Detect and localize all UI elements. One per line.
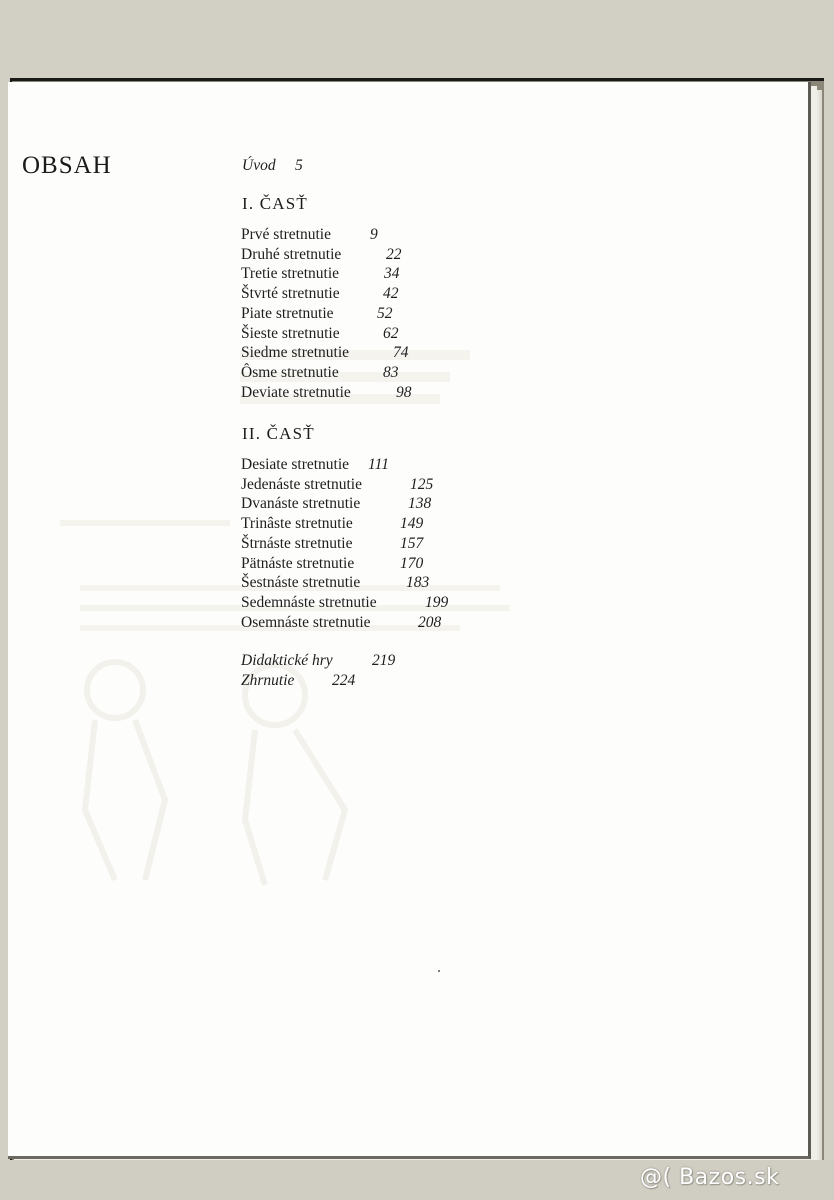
toc-entry — [241, 613, 442, 632]
toc-entry-page: 98 — [396, 383, 412, 401]
toc-entry-page: 208 — [418, 613, 442, 631]
toc-entry-page: 170 — [400, 554, 424, 572]
toc-entry-label: Didaktické hry — [241, 652, 333, 669]
toc-entry — [241, 225, 378, 244]
toc-entry-page: 199 — [425, 593, 449, 611]
toc-entry-label: Tretie stretnutie — [241, 265, 340, 283]
toc-entry — [241, 455, 389, 474]
toc-entry-label: Štrnáste stretnutie — [241, 534, 353, 552]
toc-entry-label: Trinâste stretnutie — [241, 515, 353, 533]
toc-entry-label: Úvod — [242, 157, 276, 174]
toc-entry-label: Siedme stretnutie — [241, 344, 350, 362]
toc-entry-page: 157 — [400, 534, 424, 552]
toc-entry — [241, 383, 412, 402]
part-2-title: II. ČASŤ — [242, 424, 315, 443]
toc-entry-page: 42 — [383, 285, 399, 303]
toc-entry-label: Šieste stretnutie — [241, 324, 340, 342]
toc-entry — [241, 573, 430, 592]
toc-entry — [241, 671, 356, 690]
part-1-title: I. ČASŤ — [242, 194, 309, 213]
watermark: @( Bazos.sk — [640, 1165, 780, 1190]
toc-entry-page: 74 — [393, 344, 409, 362]
book-page — [8, 82, 811, 1159]
toc-entry — [241, 514, 424, 533]
toc-entry-page: 149 — [400, 515, 424, 533]
toc-entry — [241, 284, 399, 303]
toc-entry-label: Jedenáste stretnutie — [241, 475, 362, 493]
toc-entry-label: Sedemnáste stretnutie — [241, 593, 377, 611]
toc-entry-page: 138 — [408, 495, 432, 513]
toc-entry-page: 22 — [386, 245, 402, 263]
toc-entry — [241, 475, 434, 494]
toc-entry-page: 52 — [377, 304, 393, 322]
toc-entry-label: Deviate stretnutie — [241, 383, 351, 401]
toc-entry-page: 224 — [332, 672, 356, 689]
toc-entry-page: 34 — [384, 265, 400, 283]
toc-entry-label: Zhrnutie — [241, 672, 295, 689]
toc-entry-page: 9 — [370, 226, 378, 243]
toc-entry — [241, 363, 399, 382]
toc-entry-label: Šestnáste stretnutie — [241, 574, 361, 592]
toc-heading: OBSAH — [22, 152, 112, 179]
toc-entry — [241, 324, 399, 343]
toc-entry — [241, 593, 449, 612]
toc-entry — [241, 494, 432, 513]
toc-entry-label: Druhé stretnutie — [241, 245, 342, 263]
toc-entry — [241, 264, 400, 283]
toc-entry — [241, 651, 396, 670]
toc-entry — [241, 343, 409, 362]
dust-speck — [438, 970, 440, 972]
toc-entry-intro — [242, 156, 303, 175]
toc-entry — [241, 534, 424, 553]
toc-entry-label: Piate stretnutie — [241, 304, 334, 322]
toc-entry-label: Desiate stretnutie — [241, 456, 350, 473]
toc-entry-page: 125 — [410, 475, 434, 493]
toc-entry-label: Dvanáste stretnutie — [241, 495, 361, 513]
toc-entry-page: 111 — [368, 456, 389, 473]
toc-entry-page: 62 — [383, 324, 399, 342]
toc-entry-label: Osemnáste stretnutie — [241, 613, 371, 631]
toc-entry-label: Prvé stretnutie — [241, 226, 331, 243]
showthrough-line — [60, 520, 230, 526]
toc-entry — [241, 304, 393, 323]
toc-entry-page: 183 — [406, 574, 430, 592]
toc-entry-page: 5 — [294, 157, 303, 174]
toc-entry-label: Ôsme stretnutie — [241, 363, 339, 381]
toc-entry — [241, 554, 424, 573]
toc-entry-label: Pätnáste stretnutie — [241, 554, 355, 572]
toc-entry-page: 219 — [372, 652, 396, 669]
toc-entry-page: 83 — [383, 363, 399, 381]
toc-entry — [241, 245, 402, 264]
toc-entry-label: Štvrté stretnutie — [241, 285, 340, 303]
